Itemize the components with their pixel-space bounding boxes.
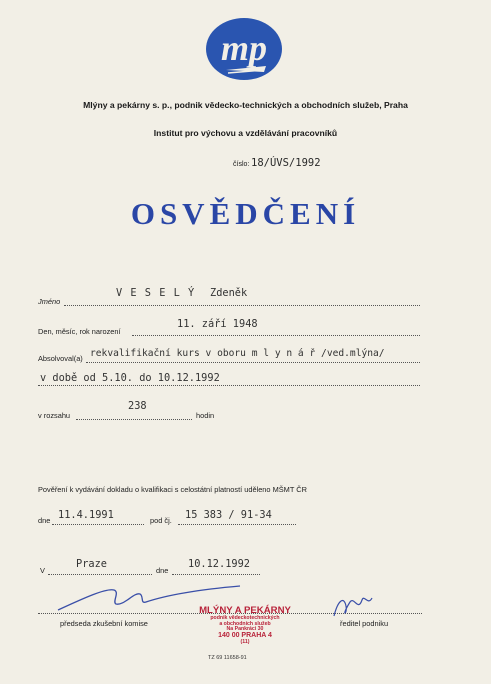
stamp-line5: 140 00 PRAHA 4 [218, 632, 272, 640]
stamp-line6: (11) [240, 638, 250, 645]
hours-label: hodin [196, 411, 215, 420]
completed-label: Absolvoval(a) [38, 354, 83, 363]
scope-line [76, 419, 192, 420]
issue-place-value: Praze [76, 558, 107, 570]
stamp-line4: Na Pankráci 30 [226, 625, 264, 632]
official-stamp [170, 606, 320, 645]
director-signature-icon [328, 592, 378, 622]
completed-value: rekvalifikační kurs v oboru m l y n á ř /ved.mlýna/ [90, 348, 385, 359]
surname-value: V E S E L Ý [116, 287, 196, 299]
chairman-caption: předseda zkušební komise [60, 619, 148, 628]
completed-line [86, 362, 420, 363]
authorization-date-value: 11.4.1991 [58, 509, 114, 521]
period-value: v době od 5.10. do 10.12.1992 [40, 372, 220, 384]
authorization-ref-line [178, 524, 296, 525]
birth-value: 11. září 1948 [177, 318, 258, 330]
mp-logo-icon [204, 16, 284, 86]
scope-label: v rozsahu [38, 411, 71, 420]
issue-date-value: 10.12.1992 [188, 558, 250, 570]
stamp-line3: a obchodních služeb [219, 620, 271, 627]
director-caption: ředitel podniku [340, 619, 389, 628]
number-label: číslo: [233, 161, 250, 168]
document-title: OSVĚDČENÍ [130, 196, 361, 231]
institute-name: Institut pro výchovu a vzdělávání pracovníků [153, 128, 338, 138]
issue-place-label: V [40, 566, 45, 575]
scope-value: 238 [128, 400, 147, 412]
svg-text:mp: mp [220, 28, 268, 68]
authorization-date-label: dne [38, 516, 51, 525]
authorization-ref-label: pod čj. [150, 516, 172, 525]
authorization-text: Pověření k vydávání dokladu o kvalifikaci s celostátní platností uděleno MŠMT ČR [38, 485, 307, 494]
issue-date-line [172, 574, 260, 575]
print-code: TZ 69 11658-91 [208, 655, 247, 661]
birth-label: Den, měsíc, rok narození [38, 327, 121, 336]
number-value: 18/ÚVS/1992 [251, 157, 321, 169]
organization-name: Mlýny a pekárny s. p., podnik vědecko-technických a obchodních služeb, Praha [83, 100, 408, 110]
firstname-value: Zdeněk [210, 287, 248, 299]
issue-place-line [48, 574, 152, 575]
name-label: Jméno [38, 297, 61, 306]
authorization-ref-value: 15 383 / 91-34 [185, 509, 272, 521]
birth-line [132, 335, 420, 336]
period-line [38, 385, 420, 386]
issue-date-label: dne [156, 566, 169, 575]
stamp-line2: podnik vědeckotechnických [210, 615, 280, 622]
name-line [64, 305, 420, 306]
authorization-date-line [52, 524, 144, 525]
stamp-line1: MLÝNY A PEKÁRNY [199, 605, 291, 616]
